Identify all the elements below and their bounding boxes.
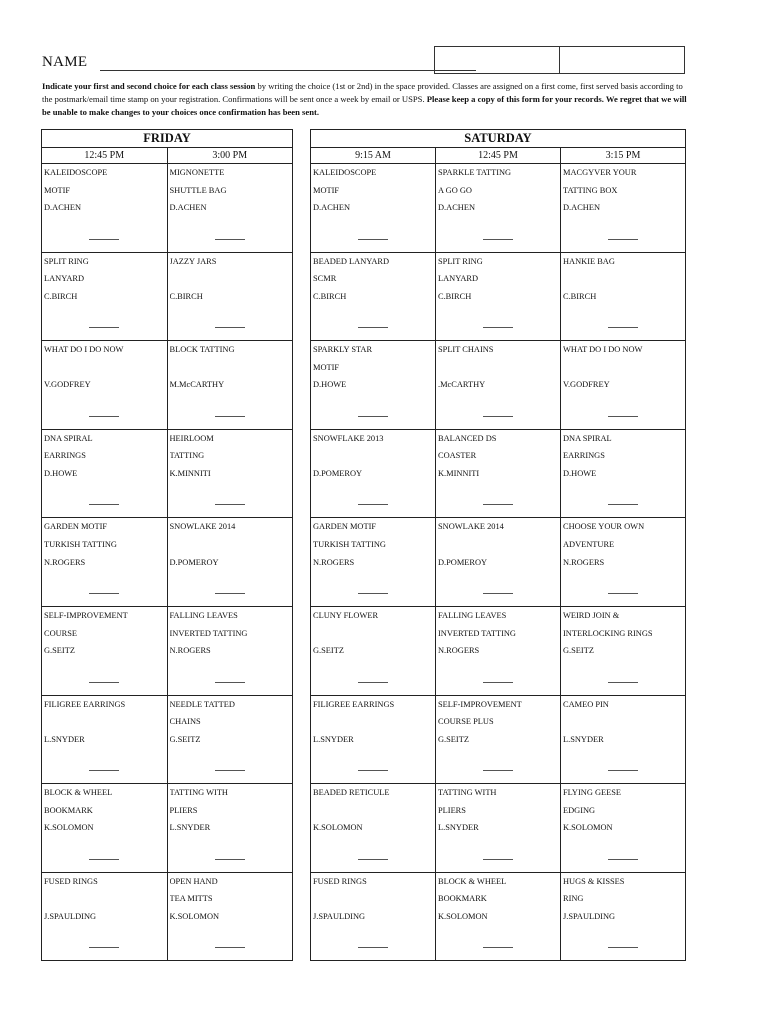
class-cell	[435, 430, 560, 518]
class-row	[311, 784, 685, 873]
instructor-name: G.SEITZ	[563, 646, 594, 656]
class-row	[42, 873, 292, 961]
class-title-line: PLIERS	[169, 805, 198, 815]
class-title-line: PLIERS	[438, 805, 466, 815]
choice-blank[interactable]	[483, 504, 513, 505]
class-title-line: BLOCK TATTING	[169, 345, 235, 355]
instructor-name: D.ACHEN	[44, 203, 81, 213]
instructor-name: G.SEITZ	[44, 646, 75, 656]
saturday-time-row	[311, 148, 685, 164]
class-title-line	[563, 359, 685, 377]
class-title-line: MOTIF	[313, 362, 340, 372]
class-title-line: SPLIT CHAINS	[438, 345, 494, 355]
class-title-line: TATTING WITH	[438, 788, 497, 798]
class-cell	[167, 164, 293, 252]
class-row	[311, 696, 685, 785]
class-title-line: SNOWFLAKE 2013	[313, 433, 384, 443]
class-cell	[311, 518, 435, 606]
class-cell	[42, 873, 167, 961]
saturday-table	[310, 129, 686, 961]
class-cell	[560, 253, 685, 341]
instructor-name: N.ROGERS	[313, 557, 355, 567]
class-row	[42, 164, 292, 253]
choice-blank[interactable]	[608, 682, 638, 683]
instructor-name: D.POMEROY	[313, 468, 363, 478]
class-row	[42, 784, 292, 873]
class-title-line: A GO GO	[438, 185, 472, 195]
choice-blank[interactable]	[215, 770, 245, 771]
class-row	[42, 341, 292, 430]
class-title-line: SPARKLE TATTING	[438, 168, 512, 177]
class-row	[42, 607, 292, 696]
class-title-line	[313, 802, 435, 820]
class-cell	[311, 341, 435, 429]
class-title-line: COURSE PLUS	[438, 717, 494, 727]
class-title-line: JAZZY JARS	[169, 256, 217, 266]
class-cell	[560, 607, 685, 695]
class-title-line: INTERLOCKING RINGS	[563, 628, 653, 638]
choice-blank[interactable]	[89, 593, 119, 594]
choice-blank[interactable]	[215, 859, 245, 860]
class-title-line	[313, 625, 435, 643]
class-row	[311, 253, 685, 342]
instructor-name: L.SNYDER	[438, 823, 479, 833]
choice-blank[interactable]	[89, 947, 119, 948]
instructor-name: K.SOLOMON	[438, 911, 488, 921]
instructor-name: K.MINNITI	[169, 468, 211, 478]
class-title-line: SPARKLY STAR	[313, 345, 373, 355]
instructions-text: by writing the choice (1st or 2nd) in the space provided. Classes are assigned on a first come, first served basis according to the postmark/email time stamp on your registration. Confirmations will be sent once a week by email or USPS.	[42, 81, 683, 104]
choice-blank[interactable]	[215, 593, 245, 594]
choice-blank[interactable]	[608, 593, 638, 594]
class-title-line	[313, 447, 435, 465]
class-title-line: NEEDLE TATTED	[169, 699, 235, 709]
friday-time-1: 12:45 PM	[84, 150, 125, 161]
class-title-line: WHAT DO I DO NOW	[44, 345, 124, 355]
class-cell	[435, 518, 560, 606]
instructor-name: J.SPAULDING	[313, 911, 366, 921]
class-title-line: INVERTED TATTING	[438, 628, 516, 638]
friday-time-2: 3:00 PM	[167, 148, 293, 163]
class-title-line: BEADED LANYARD	[313, 256, 390, 266]
class-title-line: OPEN HAND	[169, 876, 218, 886]
class-cell	[167, 341, 293, 429]
friday-time-row	[42, 148, 292, 164]
class-title-line: SPLIT RING	[44, 256, 89, 266]
class-title-line: TATTING	[169, 451, 205, 461]
choice-blank[interactable]	[358, 770, 388, 771]
choice-blank[interactable]	[89, 770, 119, 771]
class-title-line: CLUNY FLOWER	[313, 610, 379, 620]
name-row	[42, 52, 685, 76]
choice-blank[interactable]	[358, 504, 388, 505]
class-title-line	[313, 890, 435, 908]
class-title-line: WHAT DO I DO NOW	[563, 345, 643, 355]
saturday-time-1: 9:15 AM	[355, 150, 391, 161]
name-box-2[interactable]	[559, 46, 685, 74]
class-title-line: FILIGREE EARRINGS	[313, 699, 395, 709]
instructor-name: K.SOLOMON	[44, 823, 94, 833]
class-cell	[560, 164, 685, 252]
class-title-line: FALLING LEAVES	[438, 610, 507, 620]
class-cell	[167, 784, 293, 872]
instructor-name: D.POMEROY	[438, 557, 488, 567]
class-cell	[167, 696, 293, 784]
class-title-line: ADVENTURE	[563, 539, 615, 549]
name-field[interactable]	[100, 70, 476, 71]
class-cell	[311, 164, 435, 252]
class-title-line: TATTING BOX	[563, 185, 618, 195]
class-title-line: CHAINS	[169, 717, 201, 727]
instructor-name: C.BIRCH	[313, 291, 347, 301]
choice-blank[interactable]	[215, 416, 245, 417]
class-title-line: CAMEO PIN	[563, 699, 609, 709]
class-title-line: TURKISH TATTING	[44, 539, 117, 549]
instructions-bold: Indicate your first and second choice for each class session	[42, 81, 256, 91]
choice-blank[interactable]	[89, 239, 119, 240]
class-title-line: DNA SPIRAL	[563, 433, 612, 443]
class-cell	[311, 607, 435, 695]
class-title-line: GARDEN MOTIF	[313, 522, 377, 532]
class-title-line: TURKISH TATTING	[313, 539, 386, 549]
class-cell	[42, 253, 167, 341]
choice-blank[interactable]	[215, 682, 245, 683]
choice-blank[interactable]	[483, 327, 513, 328]
class-cell	[560, 696, 685, 784]
class-cell	[435, 696, 560, 784]
name-label: NAME	[42, 54, 88, 70]
class-cell	[167, 430, 293, 518]
class-cell	[435, 253, 560, 341]
choice-blank[interactable]	[608, 504, 638, 505]
instructions	[42, 80, 687, 119]
class-title-line: EARRINGS	[44, 451, 86, 461]
choice-blank[interactable]	[358, 416, 388, 417]
class-title-line	[313, 713, 435, 731]
class-cell	[42, 341, 167, 429]
class-title-line: BEADED RETICULE	[313, 788, 390, 798]
class-cell	[311, 253, 435, 341]
class-cell	[42, 430, 167, 518]
class-title-line: TEA MITTS	[169, 894, 213, 904]
instructor-name: C.BIRCH	[563, 291, 597, 301]
instructor-name: G.SEITZ	[313, 646, 344, 656]
class-title-line: SELF-IMPROVEMENT	[438, 699, 522, 709]
choice-blank[interactable]	[608, 947, 638, 948]
class-cell	[311, 696, 435, 784]
choice-blank[interactable]	[358, 327, 388, 328]
class-title-line	[563, 713, 685, 731]
instructor-name: C.BIRCH	[438, 291, 472, 301]
instructor-name: M.McCARTHY	[169, 380, 225, 390]
class-title-line: EARRINGS	[563, 451, 605, 461]
class-cell	[167, 607, 293, 695]
choice-blank[interactable]	[483, 859, 513, 860]
choice-blank[interactable]	[215, 504, 245, 505]
choice-blank[interactable]	[215, 947, 245, 948]
class-title-line: MOTIF	[44, 185, 71, 195]
class-cell	[560, 430, 685, 518]
class-row	[42, 253, 292, 342]
instructor-name: J.SPAULDING	[563, 911, 616, 921]
choice-blank[interactable]	[483, 416, 513, 417]
instructor-name: D.HOWE	[313, 380, 347, 390]
choice-blank[interactable]	[215, 327, 245, 328]
instructor-name: V.GODFREY	[563, 380, 610, 390]
class-title-line	[44, 713, 167, 731]
name-box-1[interactable]	[434, 46, 560, 74]
class-cell	[560, 518, 685, 606]
instructor-name: D.POMEROY	[169, 557, 219, 567]
class-title-line: HEIRLOOM	[169, 433, 214, 443]
class-title-line: MOTIF	[313, 185, 340, 195]
class-row	[311, 164, 685, 253]
class-title-line	[44, 359, 167, 377]
class-cell	[167, 253, 293, 341]
class-row	[311, 430, 685, 519]
class-cell	[311, 873, 435, 961]
choice-blank[interactable]	[608, 239, 638, 240]
class-title-line: WEIRD JOIN &	[563, 610, 620, 620]
instructor-name: D.HOWE	[563, 468, 597, 478]
class-cell	[435, 341, 560, 429]
friday-title: FRIDAY	[42, 130, 292, 148]
class-title-line: SNOWLAKE 2014	[438, 522, 504, 532]
class-row	[42, 518, 292, 607]
class-title-line: SHUTTLE BAG	[169, 185, 227, 195]
class-cell	[42, 784, 167, 872]
saturday-rows	[311, 164, 685, 960]
choice-blank[interactable]	[358, 593, 388, 594]
instructor-name: D.ACHEN	[313, 203, 350, 213]
instructor-name: K.SOLOMON	[313, 823, 363, 833]
class-cell	[311, 784, 435, 872]
instructor-name: V.GODFREY	[44, 380, 91, 390]
class-title-line	[170, 359, 293, 377]
choice-blank[interactable]	[608, 859, 638, 860]
class-row	[42, 430, 292, 519]
class-title-line	[170, 536, 293, 554]
class-title-line	[438, 536, 560, 554]
instructor-name: L.SNYDER	[169, 823, 211, 833]
choice-blank[interactable]	[483, 593, 513, 594]
class-cell	[435, 784, 560, 872]
class-title-line: SELF-IMPROVEMENT	[44, 610, 128, 620]
class-title-line: SPLIT RING	[438, 256, 483, 266]
class-title-line: MACGYVER YOUR	[563, 168, 637, 177]
choice-blank[interactable]	[483, 239, 513, 240]
class-cell	[311, 430, 435, 518]
choice-blank[interactable]	[358, 239, 388, 240]
class-title-line: FILIGREE EARRINGS	[44, 699, 126, 709]
choice-blank[interactable]	[358, 859, 388, 860]
class-title-line	[44, 890, 167, 908]
instructor-name: D.ACHEN	[438, 203, 475, 213]
instructor-name: D.ACHEN	[169, 203, 207, 213]
class-cell	[42, 696, 167, 784]
class-title-line: TATTING WITH	[169, 788, 228, 798]
instructor-name: L.SNYDER	[313, 734, 354, 744]
choice-blank[interactable]	[608, 327, 638, 328]
choice-blank[interactable]	[608, 770, 638, 771]
class-title-line	[170, 270, 293, 288]
instructor-name: N.ROGERS	[169, 646, 211, 656]
class-title-line: HUGS & KISSES	[563, 876, 625, 886]
instructor-name: K.MINNITI	[438, 468, 480, 478]
class-title-line: RING	[563, 894, 584, 904]
instructor-name: G.SEITZ	[438, 734, 469, 744]
class-title-line: FUSED RINGS	[313, 876, 367, 886]
class-title-line: BLOCK & WHEEL	[44, 788, 113, 798]
class-row	[42, 696, 292, 785]
class-title-line: KALEIDOSCOPE	[313, 168, 377, 177]
instructor-name: N.ROGERS	[438, 646, 480, 656]
class-title-line: LANYARD	[44, 274, 85, 284]
instructor-name: K.SOLOMON	[563, 823, 613, 833]
instructor-name: N.ROGERS	[44, 557, 86, 567]
choice-blank[interactable]	[608, 416, 638, 417]
class-cell	[167, 518, 293, 606]
class-title-line: KALEIDOSCOPE	[44, 168, 108, 177]
class-title-line: COASTER	[438, 451, 477, 461]
class-row	[311, 341, 685, 430]
class-title-line: COURSE	[44, 628, 78, 638]
instructor-name: J.SPAULDING	[44, 911, 97, 921]
choice-blank[interactable]	[358, 682, 388, 683]
choice-blank[interactable]	[89, 416, 119, 417]
class-cell	[560, 784, 685, 872]
instructor-name: K.SOLOMON	[169, 911, 220, 921]
class-title-line	[563, 270, 685, 288]
instructor-name: N.ROGERS	[563, 557, 605, 567]
saturday-time-2: 12:45 PM	[435, 148, 560, 163]
instructor-name: D.HOWE	[44, 468, 78, 478]
friday-rows	[42, 164, 292, 960]
class-title-line: MIGNONETTE	[169, 168, 225, 177]
class-row	[311, 518, 685, 607]
class-cell	[435, 873, 560, 961]
class-cell	[560, 873, 685, 961]
choice-blank[interactable]	[89, 682, 119, 683]
class-title-line: EDGING	[563, 805, 596, 815]
class-title-line: GARDEN MOTIF	[44, 522, 108, 532]
choice-blank[interactable]	[89, 859, 119, 860]
class-title-line: BLOCK & WHEEL	[438, 876, 507, 886]
instructor-name: C.BIRCH	[169, 291, 203, 301]
choice-blank[interactable]	[483, 682, 513, 683]
instructor-name: D.ACHEN	[563, 203, 600, 213]
class-cell	[560, 341, 685, 429]
class-title-line: DNA SPIRAL	[44, 433, 93, 443]
instructor-name: C.BIRCH	[44, 291, 78, 301]
instructions-bold-2: Please keep a copy of this form for your records. We regret that we will be unable to make changes to your choices once confirmation has been sent.	[42, 94, 687, 117]
instructor-name: L.SNYDER	[563, 734, 604, 744]
class-title-line: SNOWLAKE 2014	[169, 522, 236, 532]
choice-blank[interactable]	[483, 770, 513, 771]
choice-blank[interactable]	[89, 327, 119, 328]
class-cell	[42, 607, 167, 695]
class-cell	[42, 518, 167, 606]
class-cell	[42, 164, 167, 252]
choice-blank[interactable]	[89, 504, 119, 505]
class-title-line: HANKIE BAG	[563, 256, 615, 266]
saturday-title: SATURDAY	[311, 130, 685, 148]
friday-table	[41, 129, 293, 961]
class-cell	[435, 164, 560, 252]
choice-blank[interactable]	[358, 947, 388, 948]
class-title-line: CHOOSE YOUR OWN	[563, 522, 645, 532]
instructor-name: G.SEITZ	[169, 734, 201, 744]
class-title-line: BALANCED DS	[438, 433, 497, 443]
choice-blank[interactable]	[483, 947, 513, 948]
class-title-line: FUSED RINGS	[44, 876, 98, 886]
class-title-line: FALLING LEAVES	[169, 610, 238, 620]
class-row	[311, 607, 685, 696]
class-cell	[435, 607, 560, 695]
class-title-line: INVERTED TATTING	[169, 628, 248, 638]
saturday-time-3: 3:15 PM	[560, 148, 685, 163]
instructor-name: .McCARTHY	[438, 380, 486, 390]
class-title-line: BOOKMARK	[44, 805, 93, 815]
class-row	[311, 873, 685, 961]
instructor-name: L.SNYDER	[44, 734, 85, 744]
choice-blank[interactable]	[215, 239, 245, 240]
class-title-line: LANYARD	[438, 274, 479, 284]
class-title-line: BOOKMARK	[438, 894, 487, 904]
class-title-line: FLYING GEESE	[563, 788, 622, 798]
class-title-line	[438, 359, 560, 377]
class-title-line: SCMR	[313, 274, 337, 284]
class-cell	[167, 873, 293, 961]
